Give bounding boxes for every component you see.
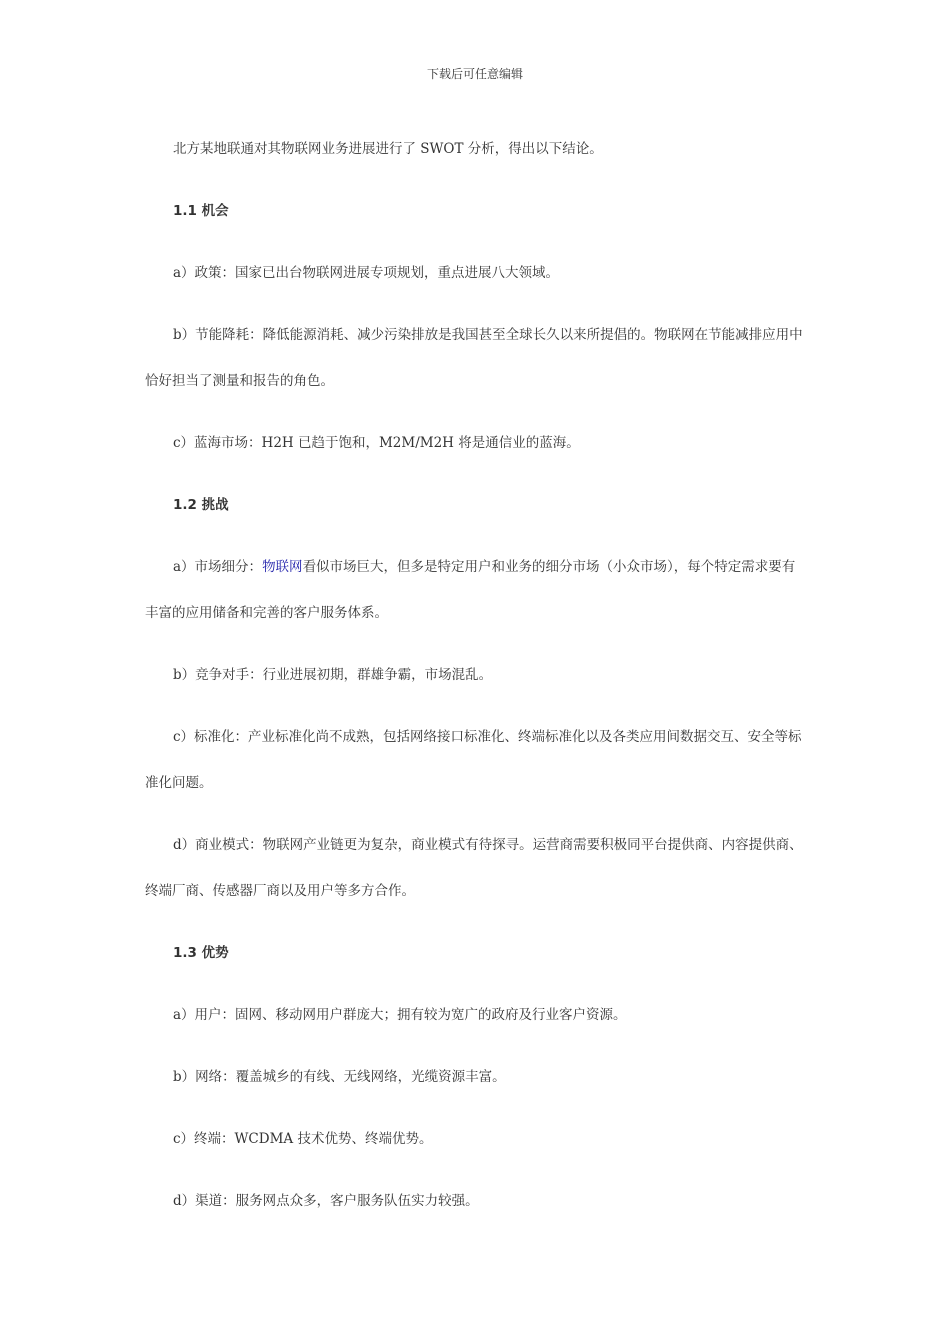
page-header: 下载后可任意编辑	[426, 67, 523, 81]
opportunity-item-c: c）蓝海市场：H2H 已趋于饱和，M2M/M2H 将是通信业的蓝海。	[173, 435, 580, 451]
section-heading-challenges: 1.2 挑战	[173, 497, 229, 513]
challenge-item-a-suffix: 看似市场巨大，但多是特定用户和业务的细分市场（小众市场），每个特定需求要有丰富的应用储备和完善的客户服务体系。	[145, 559, 796, 621]
section-heading-opportunities: 1.1 机会	[173, 203, 229, 219]
opportunity-item-b: b）节能降耗：降低能源消耗、减少污染排放是我国甚至全球长久以来所提倡的。物联网在节能减排应用中恰好担当了测量和报告的角色。	[145, 327, 803, 389]
challenge-item-a-prefix: a）市场细分：	[173, 559, 263, 575]
section-heading-strengths: 1.3 优势	[173, 945, 229, 961]
strength-item-c: c）终端：WCDMA 技术优势、终端优势。	[173, 1131, 433, 1147]
challenge-item-d: d）商业模式：物联网产业链更为复杂，商业模式有待探寻。运营商需要积极同平台提供商、内容提供商、终端厂商、传感器厂商以及用户等多方合作。	[145, 837, 803, 899]
strength-item-b: b）网络：覆盖城乡的有线、无线网络，光缆资源丰富。	[173, 1069, 506, 1085]
iot-link[interactable]: 物联网	[262, 559, 303, 575]
challenge-item-b: b）竞争对手：行业进展初期，群雄争霸，市场混乱。	[173, 667, 493, 683]
strength-item-a: a）用户：固网、移动网用户群庞大；拥有较为宽广的政府及行业客户资源。	[173, 1007, 627, 1023]
document-body	[145, 126, 805, 1224]
opportunity-item-a: a）政策：国家已出台物联网进展专项规划，重点进展八大领域。	[173, 265, 560, 281]
intro-paragraph: 北方某地联通对其物联网业务进展进行了 SWOT 分析，得出以下结论。	[173, 141, 603, 157]
challenge-item-c: c）标准化：产业标准化尚不成熟，包括网络接口标准化、终端标准化以及各类应用间数据交互、安全等标准化问题。	[145, 729, 802, 791]
challenge-item-a	[145, 544, 805, 636]
strength-item-d: d）渠道：服务网点众多，客户服务队伍实力较强。	[173, 1193, 479, 1209]
